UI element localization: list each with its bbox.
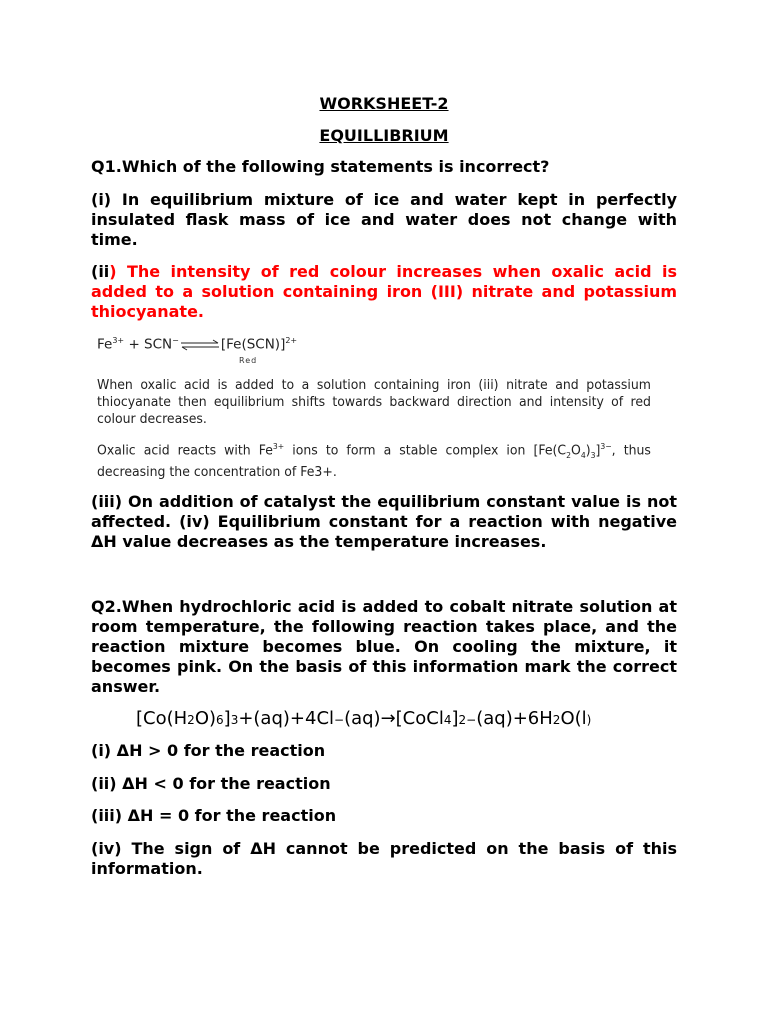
product-charge: 2+: [285, 336, 298, 345]
cobalt-reaction-equation: [136, 708, 591, 729]
q2-option-i: (i) ΔH > 0 for the reaction: [91, 741, 326, 760]
explanation-2-sup: 3+: [272, 442, 285, 451]
product-fescn: [Fe(SCN)]: [220, 336, 286, 353]
eq-small: 4: [443, 713, 452, 727]
eq-small: 2−: [458, 713, 477, 727]
eq-part: O(l: [560, 708, 587, 729]
explanation-2-part: , thus decreasing the concentration of Fe3+.: [97, 443, 651, 480]
eq-part: +(aq)+4Cl: [238, 708, 335, 729]
explanation-2-sup: 3−: [600, 442, 612, 451]
explanation-1: When oxalic acid is added to a solution containing iron (iii) nitrate and potassium thiocyanate then equilibrium shifts towards backward direction and intensity of red colour decreases.: [97, 378, 651, 427]
fe-scn-reaction: [97, 336, 297, 353]
eq-small: 6: [216, 713, 224, 727]
explanation-2-part: O: [571, 443, 581, 459]
eq-part: O): [194, 708, 217, 729]
q2-option-ii: (ii) ΔH < 0 for the reaction: [91, 774, 331, 793]
eq-part: ]: [451, 708, 459, 729]
q1-option-ii: [91, 262, 677, 322]
explanation-2-sub: 4: [580, 450, 586, 460]
q2-option-iv: (iv) The sign of ΔH cannot be predicted on the basis of this information.: [91, 839, 677, 878]
red-label: Red: [239, 356, 258, 365]
eq-part: [Co(H: [136, 708, 188, 729]
q2-option-iii: (iii) ΔH = 0 for the reaction: [91, 806, 337, 825]
explanation-2-sub: 3: [590, 450, 596, 460]
eq-small: ): [586, 713, 592, 727]
q1-option-iii-iv: (iii) On addition of catalyst the equilibrium constant value is not affected. (iv) Equilibrium constant for a reaction with negative ΔH value decreases as the temperature increases.: [91, 492, 677, 551]
scn-charge: −: [172, 336, 179, 345]
eq-part: (aq)+6H: [476, 708, 553, 729]
explanation-2-part: ions to form a stable complex ion [Fe(C: [284, 443, 567, 459]
fe-charge: 3+: [112, 336, 125, 345]
q1-option-i: (i) In equilibrium mixture of ice and water kept in perfectly insulated flask mass of ice and water does not change with time.: [91, 190, 677, 249]
eq-small: 2: [552, 713, 561, 727]
explanation-2-part: ]: [595, 443, 601, 459]
eq-part: ]: [223, 708, 231, 729]
q1-question: Q1.Which of the following statements is incorrect?: [91, 157, 550, 176]
q2-question: Q2.When hydrochloric acid is added to cobalt nitrate solution at room temperature, the following reaction takes place, and the reaction mixture becomes blue. On cooling the mixture, it becomes pink. On the basis of this information mark the correct answer.: [91, 597, 677, 696]
eq-small: 3: [230, 713, 239, 727]
explanation-2-part: ): [585, 443, 591, 459]
worksheet-title: WORKSHEET-2: [319, 94, 449, 113]
explanation-2-sub: 2: [566, 450, 571, 460]
eq-part: (aq)→[CoCl: [344, 708, 444, 729]
q1-option-ii-prefix: (ii: [91, 262, 110, 281]
eq-small: −: [334, 713, 345, 727]
reactant-fe: Fe: [97, 336, 113, 353]
reactant-scn: + SCN: [128, 336, 173, 353]
explanation-2: [97, 438, 651, 481]
worksheet-subtitle: EQUILLIBRIUM: [319, 126, 449, 145]
equilibrium-arrow-icon: [180, 339, 220, 351]
explanation-2-part: Oxalic acid reacts with Fe: [97, 443, 273, 459]
q1-option-ii-text: ) The intensity of red colour increases when oxalic acid is added to a solution containing iron (III) nitrate and potassium thiocyanate.: [91, 262, 677, 321]
eq-small: 2: [187, 713, 195, 727]
